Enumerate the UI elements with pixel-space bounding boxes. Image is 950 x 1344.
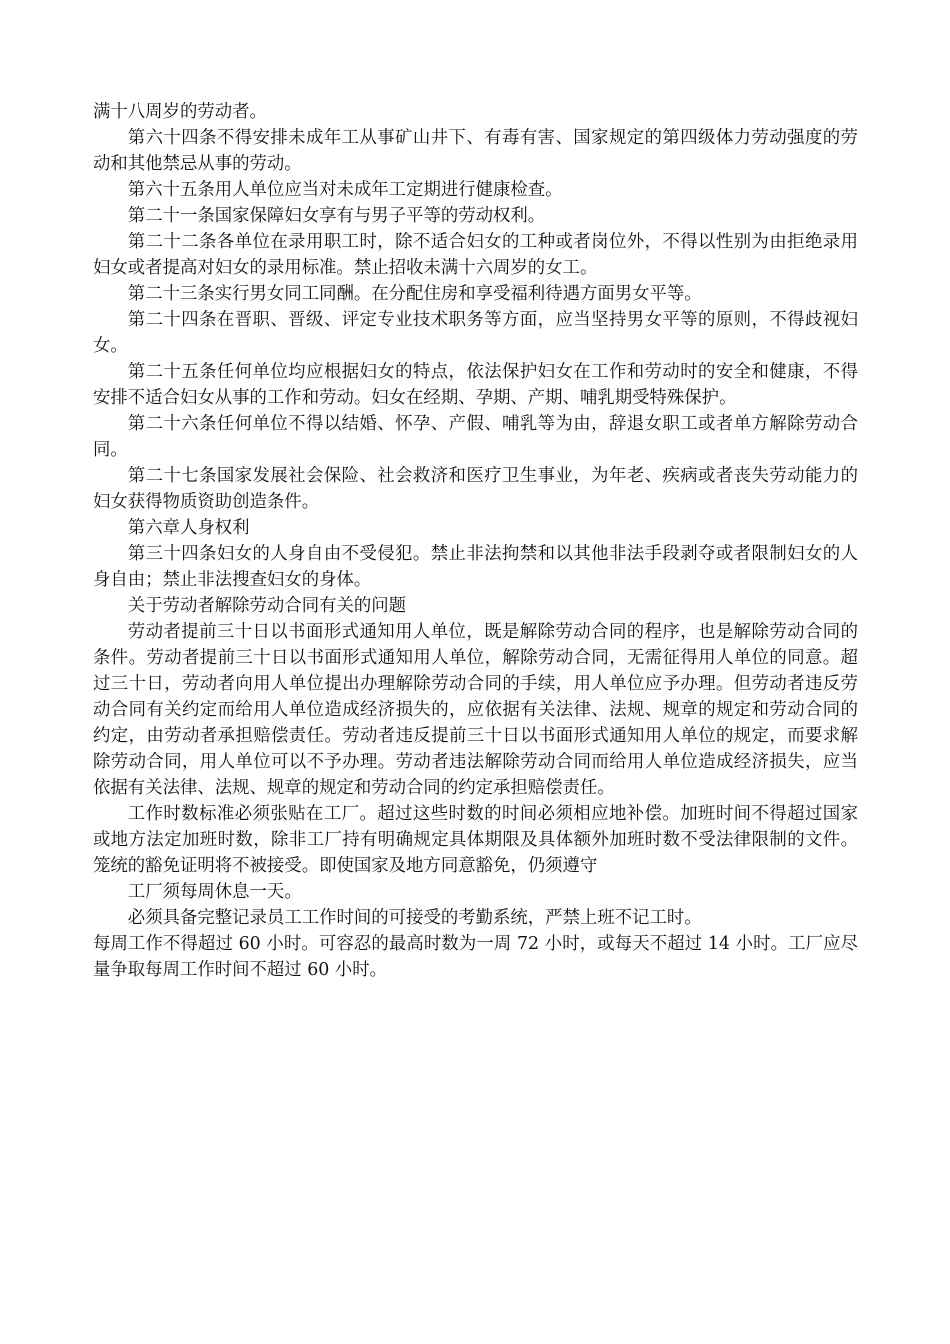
chapter-heading: 第六章人身权利 [127,518,250,538]
paragraph-article-24: 第二十四条在晋职、晋级、评定专业技术职务等方面，应当坚持男女平等的原则，不得歧视妇女。 [93,310,858,356]
paragraph-contract-termination: 劳动者提前三十日以书面形式通知用人单位，既是解除劳动合同的程序，也是解除劳动合同的条件。劳动者提前三十日以书面形式通知用人单位，解除劳动合同，无需征得用人单位的同意。超过三十日，劳动者向用人单位提出办理解除劳动合同的手续，用人单位应予办理。但劳动者违反劳动合同有关约定而给用人单位造成经济损失的，应依据有关法律、法规、规章的规定和劳动合同的约定，由劳动者承担赔偿责任。劳动者违反提前三十日以书面形式通知用人单位的规定，而要求解除劳动合同，用人单位可以不予办理。劳动者违法解除劳动合同而给用人单位造成经济损失，应当依据有关法律、法规、规章的规定和劳动合同的约定承担赔偿责任。 [93,622,858,798]
paragraph-article-25: 第二十五条任何单位均应根据妇女的特点，依法保护妇女在工作和劳动时的安全和健康，不得安排不适合妇女从事的工作和劳动。妇女在经期、孕期、产期、哺乳期受特殊保护。 [93,362,858,408]
paragraph-weekly-rest: 工厂须每周休息一天。 [127,882,302,902]
paragraph-attendance-system: 必须具备完整记录员工工作时间的可接受的考勤系统，严禁上班不记工时。 [127,908,702,928]
section-heading: 关于劳动者解除劳动合同有关的问题 [127,596,407,616]
paragraph-weekly-hours-limit: 每周工作不得超过 60 小时。可容忍的最高时数为一周 72 小时，或每天不超过 14 小时。工厂应尽量争取每周工作时间不超过 60 小时。 [93,934,858,980]
paragraph-article-64: 第六十四条不得安排未成年工从事矿山井下、有毒有害、国家规定的第四级体力劳动强度的劳动和其他禁忌从事的劳动。 [93,128,858,174]
paragraph-continuation: 满十八周岁的劳动者。 [93,102,267,122]
paragraph-article-26: 第二十六条任何单位不得以结婚、怀孕、产假、哺乳等为由，辞退女职工或者单方解除劳动合同。 [93,414,858,460]
paragraph-article-34: 第三十四条妇女的人身自由不受侵犯。禁止非法拘禁和以其他非法手段剥夺或者限制妇女的人身自由；禁止非法搜查妇女的身体。 [93,544,858,590]
paragraph-article-65: 第六十五条用人单位应当对未成年工定期进行健康检查。 [127,180,563,200]
document-body [93,99,858,983]
paragraph-article-21: 第二十一条国家保障妇女享有与男子平等的劳动权利。 [127,206,546,226]
paragraph-article-23: 第二十三条实行男女同工同酬。在分配住房和享受福利待遇方面男女平等。 [127,284,702,304]
paragraph-article-27: 第二十七条国家发展社会保险、社会救济和医疗卫生事业，为年老、疾病或者丧失劳动能力的妇女获得物质资助创造条件。 [93,466,858,512]
paragraph-article-22: 第二十二条各单位在录用职工时，除不适合妇女的工种或者岗位外，不得以性别为由拒绝录用妇女或者提高对妇女的录用标准。禁止招收未满十六周岁的女工。 [93,232,858,278]
paragraph-working-hours: 工作时数标准必须张贴在工厂。超过这些时数的时间必须相应地补偿。加班时间不得超过国家或地方法定加班时数，除非工厂持有明确规定具体期限及具体额外加班时数不受法律限制的文件。笼统的豁免证明将不被接受。即使国家及地方同意豁免，仍须遵守 [93,804,858,876]
